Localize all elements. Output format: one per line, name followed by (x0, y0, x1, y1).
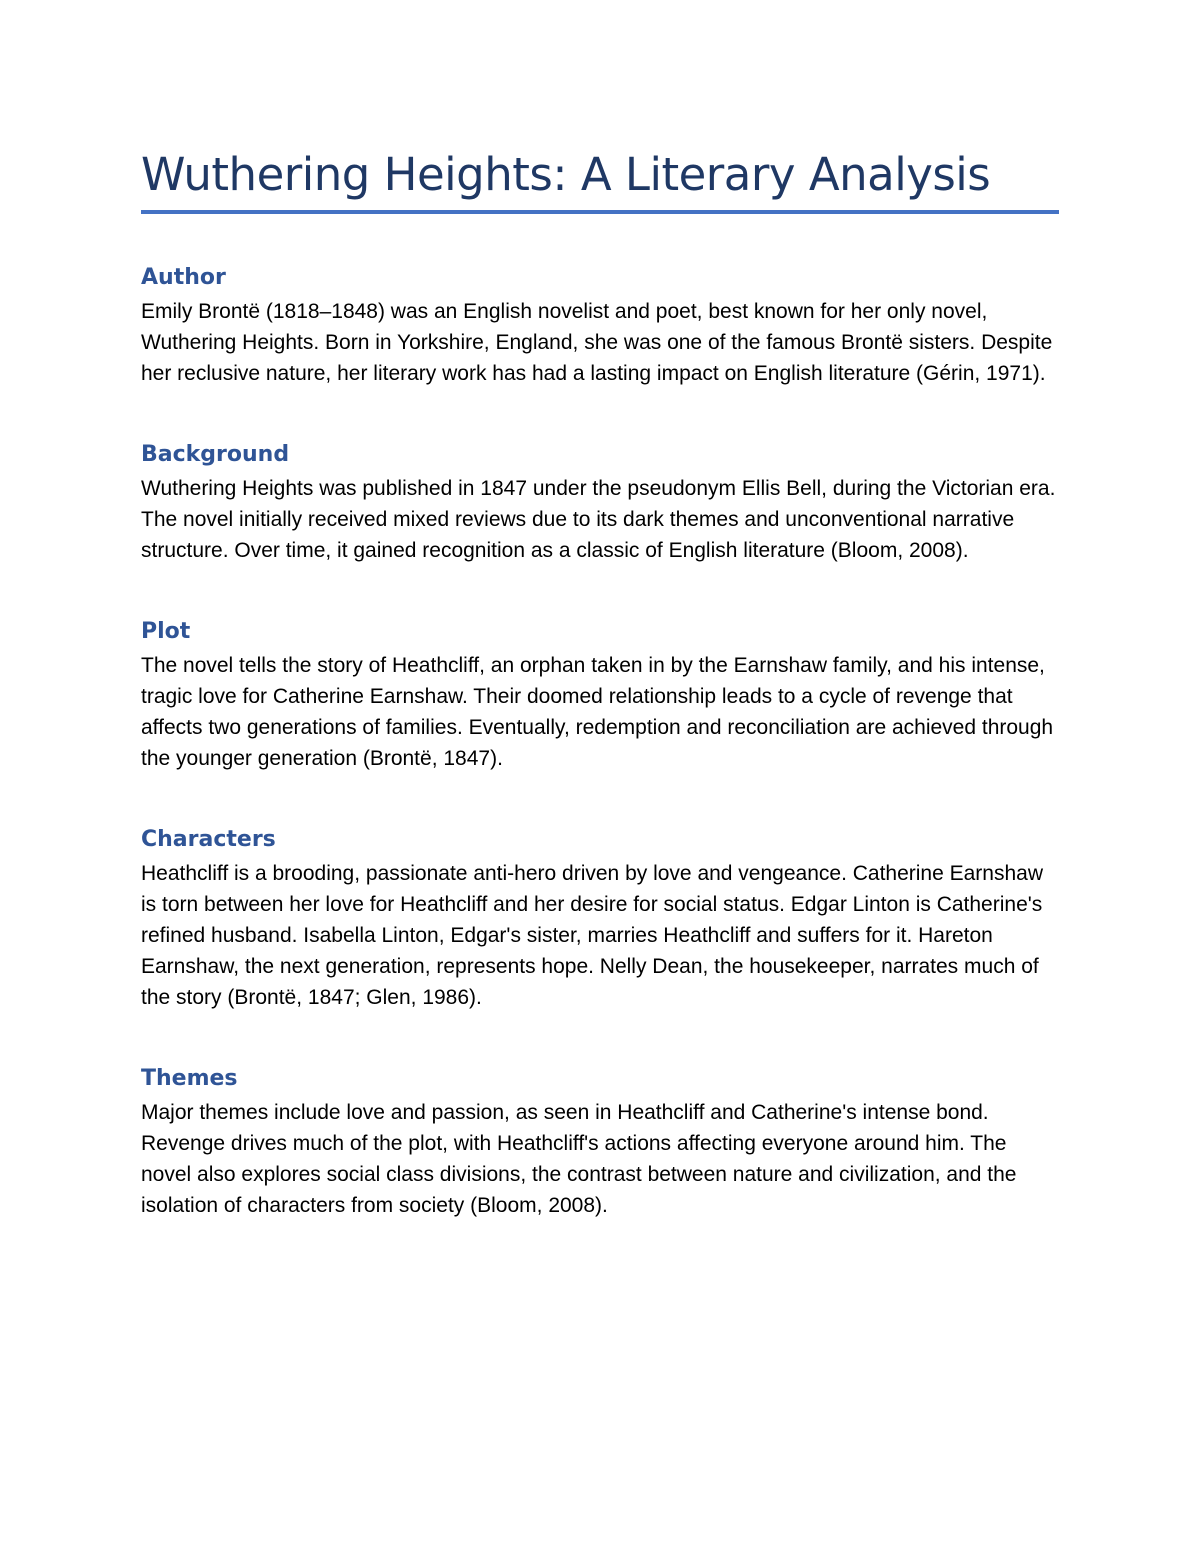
section-background (141, 437, 1059, 566)
section-body-characters: Heathcliff is a brooding, passionate anti-hero driven by love and vengeance. Catherine Earnshaw is torn between her love for Heathcliff and her desire for social status. Edgar Linton is Catherine's refined husband. Isabella Linton, Edgar's sister, marries Heathcliff and suffers for it. Hareton Earnshaw, the next generation, represents hope. Nelly Dean, the housekeeper, narrates much of the story (Brontë, 1847; Glen, 1986). (141, 862, 1044, 1009)
section-heading-background: Background (141, 442, 290, 467)
section-body-themes: Major themes include love and passion, as seen in Heathcliff and Catherine's intense bond. Revenge drives much of the plot, with Heathcliff's actions affecting everyone around him. The novel also explores social class divisions, the contrast between nature and civilization, and the isolation of characters from society (Bloom, 2008). (141, 1101, 1017, 1217)
section-heading-author: Author (141, 265, 226, 290)
section-heading-plot: Plot (141, 619, 191, 644)
document-page (141, 140, 1059, 1221)
section-plot (141, 614, 1059, 774)
section-characters (141, 822, 1059, 1013)
title-underline (141, 210, 1059, 214)
document-title: Wuthering Heights: A Literary Analysis (141, 148, 991, 201)
section-author (141, 260, 1059, 389)
section-themes (141, 1061, 1059, 1221)
section-heading-themes: Themes (141, 1066, 238, 1091)
section-body-plot: The novel tells the story of Heathcliff, an orphan taken in by the Earnshaw family, and his intense, tragic love for Catherine Earnshaw. Their doomed relationship leads to a cycle of revenge that affects two generations of families. Eventually, redemption and reconciliation are achieved through the younger generation (Brontë, 1847). (141, 654, 1054, 770)
section-body-background: Wuthering Heights was published in 1847 under the pseudonym Ellis Bell, during the Victorian era. The novel initially received mixed reviews due to its dark themes and unconventional narrative structure. Over time, it gained recognition as a classic of English literature (Bloom, 2008). (141, 477, 1056, 562)
section-body-author: Emily Brontë (1818–1848) was an English novelist and poet, best known for her only novel, Wuthering Heights. Born in Yorkshire, England, she was one of the famous Brontë sisters. Despite her reclusive nature, her literary work has had a lasting impact on English literature (Gérin, 1971). (141, 300, 1053, 385)
section-heading-characters: Characters (141, 827, 276, 852)
